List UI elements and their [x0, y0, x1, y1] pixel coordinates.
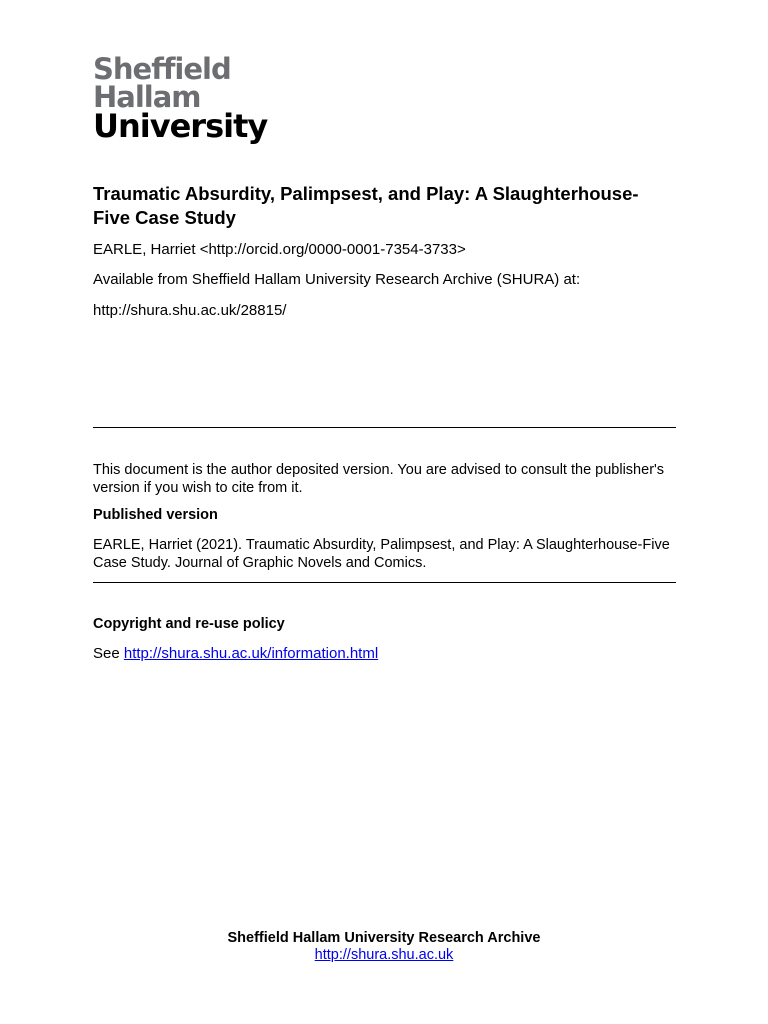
- published-citation: EARLE, Harriet (2021). Traumatic Absurdity, Palimpsest, and Play: A Slaughterhouse-Five Case Study. Journal of Graphic Novels and Comics.: [93, 537, 670, 571]
- see-label: See: [93, 645, 120, 662]
- deposit-notice: This document is the author deposited version. You are advised to consult the publisher's version if you wish to cite from it.: [93, 462, 665, 496]
- copyright-heading: Copyright and re-use policy: [93, 616, 285, 632]
- logo-line-university: University: [93, 107, 268, 145]
- university-logo: [93, 52, 268, 145]
- footer: [0, 930, 768, 964]
- author-line: EARLE, Harriet <http://orcid.org/0000-0001-7354-3733>: [93, 241, 466, 258]
- copyright-line: [93, 645, 378, 663]
- document-title: Traumatic Absurdity, Palimpsest, and Play: A Slaughterhouse-Five Case Study: [93, 183, 639, 228]
- divider-top: [93, 427, 676, 428]
- information-link[interactable]: http://shura.shu.ac.uk/information.html: [123, 645, 379, 662]
- footer-archive-link[interactable]: http://shura.shu.ac.uk: [314, 947, 454, 963]
- published-version-heading: Published version: [93, 507, 218, 523]
- logo-line-hallam: Hallam: [93, 80, 201, 114]
- record-url: http://shura.shu.ac.uk/28815/: [93, 302, 287, 319]
- logo-line-sheffield: Sheffield: [93, 52, 231, 86]
- availability-line: Available from Sheffield Hallam University Research Archive (SHURA) at:: [93, 271, 581, 288]
- footer-title: Sheffield Hallam University Research Archive: [227, 930, 541, 946]
- divider-bottom: [93, 582, 676, 583]
